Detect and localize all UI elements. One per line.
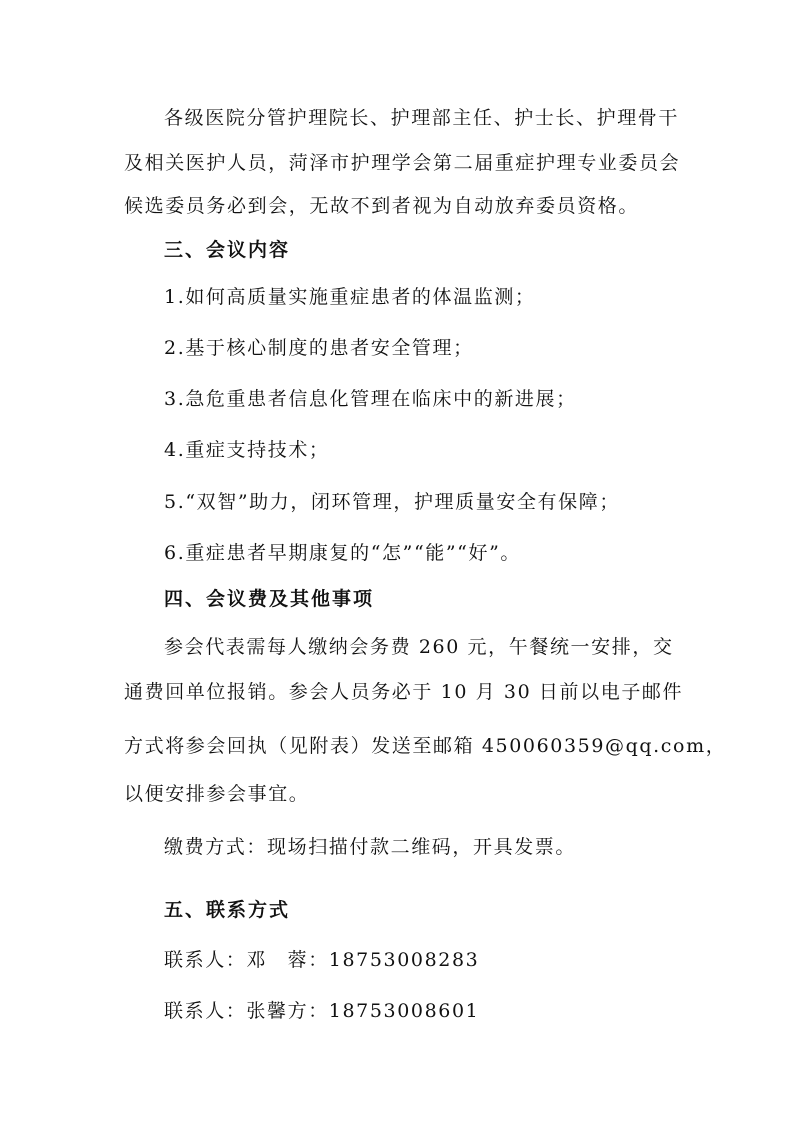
list-item: 3.急危重患者信息化管理在临床中的新进展； <box>164 388 577 410</box>
list-item: 5.“双智”助力，闭环管理，护理质量安全有保障； <box>164 491 620 513</box>
intro-line-3: 候选委员务必到会，无故不到者视为自动放弃委员资格。 <box>124 195 640 217</box>
fee-paragraph-line-3: 方式将参会回执（见附表）发送至邮箱 450060359@qq.com， <box>124 735 727 757</box>
fee-paragraph-line-4: 以便安排参会事宜。 <box>124 783 310 805</box>
fee-paragraph-line-2: 通费回单位报销。参会人员务必于 10 月 30 日前以电子邮件 <box>124 681 684 703</box>
contact-line-1: 联系人：邓 蓉：18753008283 <box>164 949 480 971</box>
intro-line-2: 及相关医护人员，菏泽市护理学会第二届重症护理专业委员会 <box>124 152 681 174</box>
section-3-heading: 三、会议内容 <box>164 239 291 261</box>
fee-paragraph-line-1: 参会代表需每人缴纳会务费 260 元，午餐统一安排，交 <box>164 636 674 658</box>
list-item: 4.重症支持技术； <box>164 439 330 461</box>
list-item: 2.基于核心制度的患者安全管理； <box>164 337 474 359</box>
contact-line-2: 联系人：张馨方：18753008601 <box>164 1000 480 1022</box>
payment-method: 缴费方式：现场扫描付款二维码，开具发票。 <box>164 836 577 858</box>
list-item: 1.如何高质量实施重症患者的体温监测； <box>164 286 536 308</box>
section-5-heading: 五、联系方式 <box>164 899 291 921</box>
list-item: 6.重症患者早期康复的“怎”“能”“好”。 <box>164 542 522 564</box>
intro-line-1: 各级医院分管护理院长、护理部主任、护士长、护理骨干 <box>164 107 680 129</box>
section-4-heading: 四、会议费及其他事项 <box>164 588 375 610</box>
